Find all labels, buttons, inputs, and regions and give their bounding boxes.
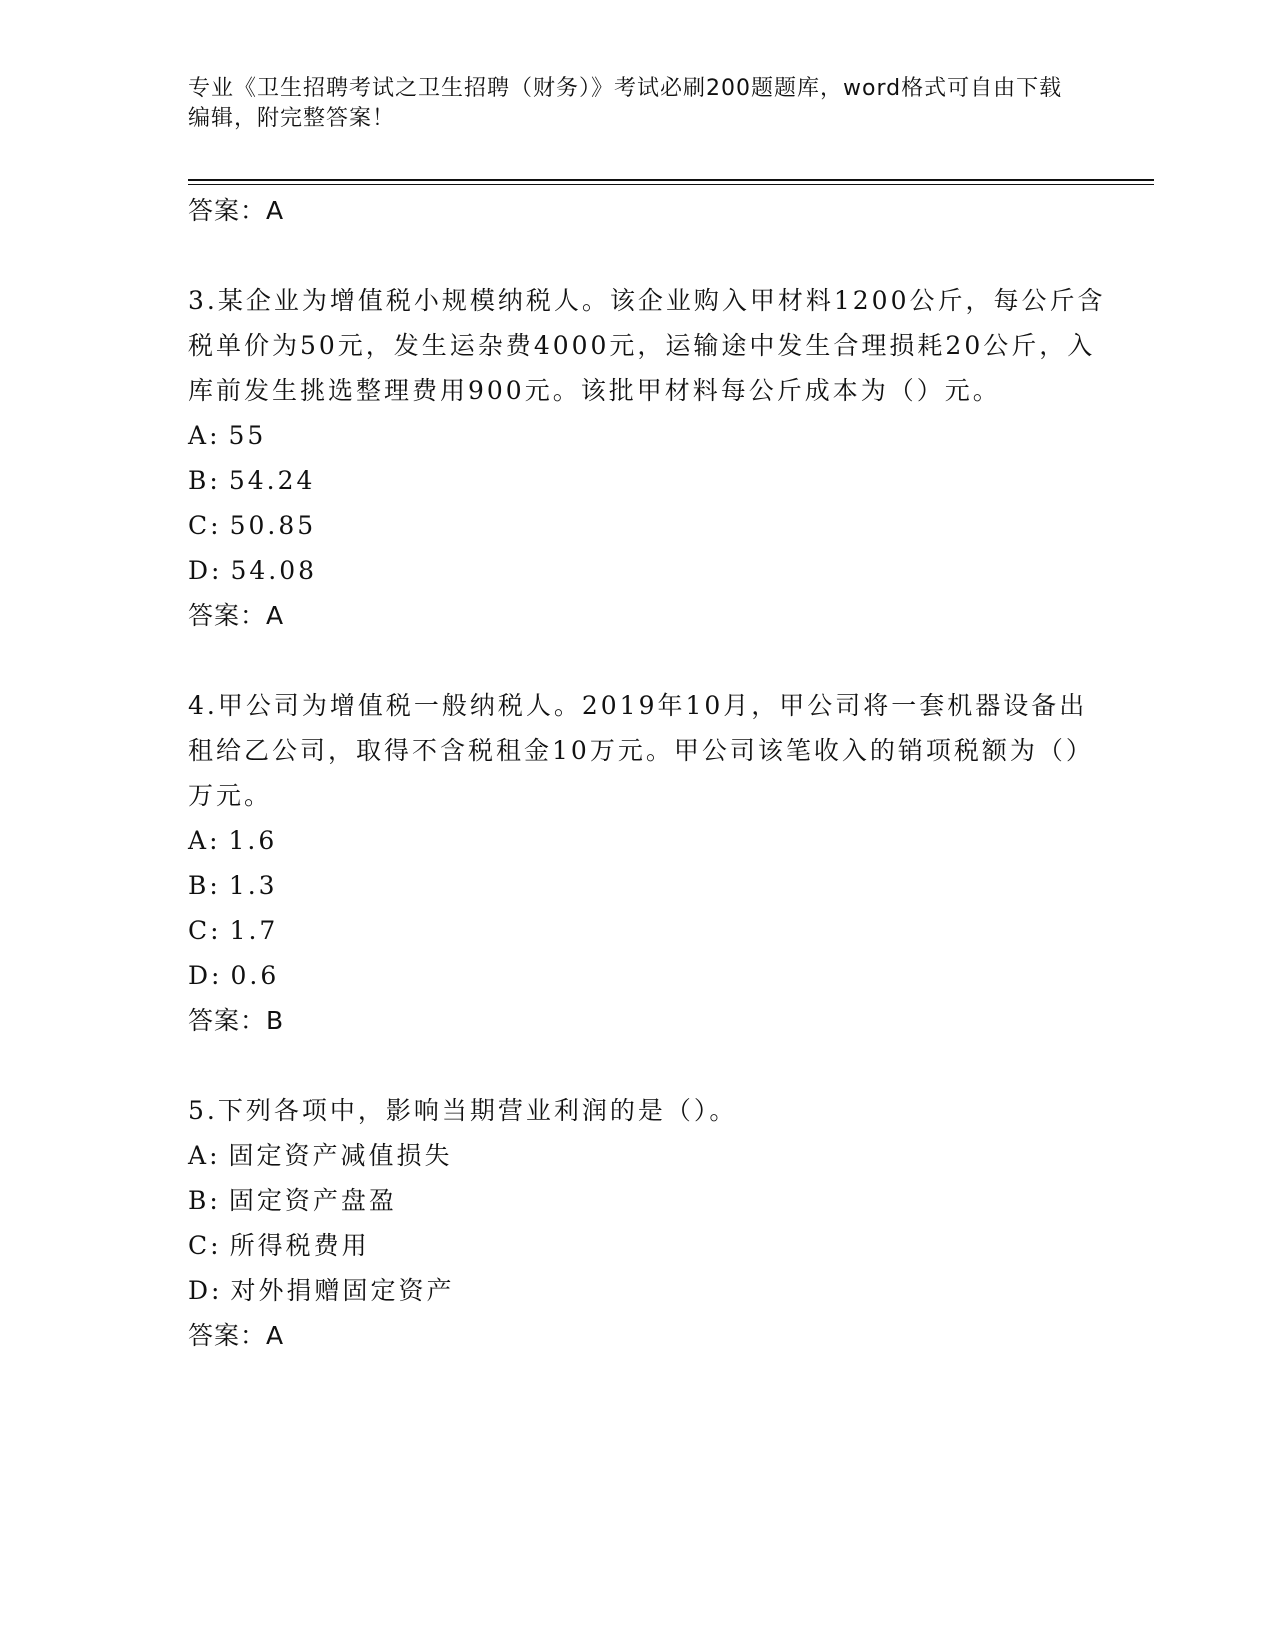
option-separator: : [209,1186,221,1215]
option-letter: C [188,1231,211,1260]
option-letter: A [188,1141,210,1170]
option-c [188,1223,1108,1268]
header-divider-thick [188,179,1154,181]
option-separator: : [209,466,221,495]
option-letter: C [188,511,211,540]
question-stem: 4.甲公司为增值税一般纳税人。2019年10月，甲公司将一套机器设备出租给乙公司，取得不含税租金10万元。甲公司该笔收入的销项税额为（）万元。 [188,691,1094,810]
option-text: 对外捐赠固定资产 [230,1276,455,1305]
option-text: 1.7 [229,916,279,945]
option-text: 50.85 [229,511,317,540]
option-a [188,413,1108,458]
option-b [188,1178,1108,1223]
option-text: 55 [228,421,267,450]
answer-line: 答案：A [188,601,285,630]
option-letter: D [188,556,212,585]
option-separator: : [209,871,221,900]
answer-line: 答案：A [188,196,285,225]
option-text: 固定资产减值损失 [228,1141,453,1170]
option-letter: A [188,826,210,855]
header-divider-thin [188,184,1154,185]
option-letter: C [188,916,211,945]
option-separator: : [209,1141,221,1170]
option-letter: D [188,1276,212,1305]
option-d [188,953,1108,998]
option-letter: B [188,466,210,495]
option-a [188,818,1108,863]
option-letter: A [188,421,210,450]
option-letter: B [188,1186,210,1215]
option-d [188,548,1108,593]
option-a [188,1133,1108,1178]
option-separator: : [210,1231,222,1260]
question-content [188,188,1108,1359]
answer-line: 答案：A [188,1321,285,1350]
option-separator: : [211,556,223,585]
answer-line: 答案：B [188,1006,285,1035]
option-text: 固定资产盘盈 [228,1186,397,1215]
option-separator: : [209,826,221,855]
option-letter: B [188,871,210,900]
option-text: 1.3 [228,871,278,900]
question-3 [188,278,1108,639]
option-b [188,863,1108,908]
option-letter: D [188,961,212,990]
option-text: 所得税费用 [229,1231,370,1260]
option-b [188,458,1108,503]
option-separator: : [211,1276,223,1305]
option-separator: : [209,421,221,450]
option-separator: : [210,916,222,945]
option-separator: : [210,511,222,540]
question-5 [188,1088,1108,1359]
option-d [188,1268,1108,1313]
question-4 [188,683,1108,1044]
option-c [188,908,1108,953]
option-text: 1.6 [228,826,278,855]
option-text: 0.6 [230,961,280,990]
option-c [188,503,1108,548]
question-stem: 5.下列各项中，影响当期营业利润的是（）。 [188,1096,738,1125]
question-stem: 3.某企业为增值税小规模纳税人。该企业购入甲材料1200公斤，每公斤含税单价为50元，发生运杂费4000元，运输途中发生合理损耗20公斤，入库前发生挑选整理费用900元。该批甲材料每公斤成本为（）元。 [188,286,1106,405]
option-text: 54.24 [228,466,316,495]
option-text: 54.08 [230,556,318,585]
page-header: 专业《卫生招聘考试之卫生招聘（财务）》考试必刷200题题库，word格式可自由下载编辑，附完整答案！ [188,76,1063,131]
option-separator: : [211,961,223,990]
